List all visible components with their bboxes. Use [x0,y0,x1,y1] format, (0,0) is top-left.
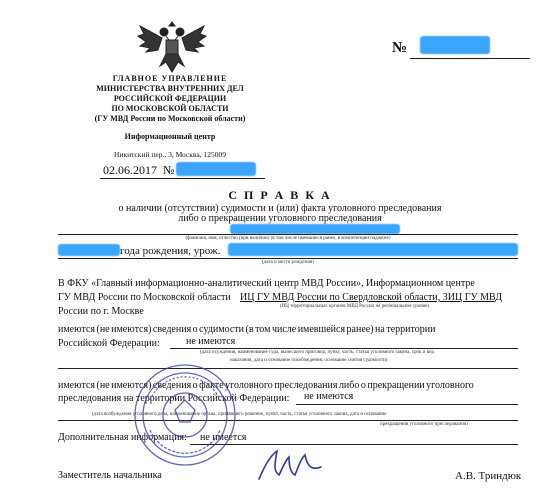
para1-caption: (ИЦ территориальных органов МВД России на региональном уровне) [280,304,430,309]
date-number-sign: № [163,163,175,177]
para1-line2a: ГУ МВД России по Московской области [58,292,231,303]
conviction-line2: Российской Федерации: [58,338,160,349]
para1-line1: В ФКУ «Главный информационно-аналитический центр МВД России», Информационном центре [58,278,475,289]
redacted-full-name [230,224,400,234]
org-line-5: (ГУ МВД России по Московской области) [94,114,246,123]
conviction-caption1: (дата осуждения, наименование суда, вынесшего приговор, пункт, часть, статья уголовного закона, срок и вид [200,350,435,355]
official-seal-stamp [130,360,240,470]
conviction-underline [170,348,518,349]
double-headed-eagle-emblem [136,16,208,76]
number-underline [410,58,530,59]
name-underline [58,234,518,235]
extra-info-label: Дополнительная информация: [58,432,187,443]
org-line-3: РОССИЙСКОЙ ФЕДЕРАЦИИ [113,94,227,103]
org-line-1: ГЛАВНОЕ УПРАВЛЕНИЕ [112,74,228,83]
para1-line2b: ИЦ ГУ МВД России по Свердловской области, ЗИЦ ГУ МВД [240,292,503,303]
redacted-birth-place [228,243,518,256]
birth-caption: (дата и место рождения) [262,260,314,265]
para1-line3: России по г. Москве [58,306,144,317]
address: Никитский пер., 3, Москва, 125009 [114,150,226,159]
redacted-number [420,36,490,54]
title-subline-2: либо о прекращении уголовного преследования [178,213,382,224]
signer-position: Заместитель начальника [58,470,162,481]
prosecution-line1: имеются (не имеются) сведения о факте уголовного преследования либо о прекращении уголовного [58,380,474,391]
name-caption: (фамилия, имя, отчество (при наличии) (в том числе имевшиеся ранее, в компетенции паджеже) [185,236,391,241]
birth-text: года рождения, урож. [120,245,221,257]
prosecution-underline2 [58,420,518,421]
handwritten-signature [255,445,325,485]
info-center: Информационный центр [124,132,216,141]
prosecution-caption1: (дата возбуждения уголовного дела, наименование органа, принявшего решение, пункт, часть, статья уголовного закона, дата и основание [92,412,387,417]
org-line-4: ПО МОСКОВСКОЙ ОБЛАСТИ [111,104,229,113]
prosecution-value: не имеются [304,391,354,402]
title-subline-1: о наличии (отсутствии) судимости и (или) факта уголовного преследования [118,203,442,214]
document-title: С П Р А В К А [228,188,332,202]
conviction-underline2 [58,368,518,369]
redacted-doc-number [176,162,256,176]
prosecution-caption2: прекращения уголовного преследования) [380,422,468,427]
prosecution-underline [296,404,518,405]
redacted-birth-date [58,244,120,256]
extra-info-value: не имеется [200,432,247,443]
birth-underline [58,258,518,259]
date-underline [100,178,265,179]
conviction-line1: имеются (не имеются) сведения о судимости (в том числе имевшейся ранее) на территории [58,324,436,335]
org-line-2: МИНИСТЕРСТВА ВНУТРЕННИХ ДЕЛ [96,84,244,93]
conviction-caption2: наказания, дата и основание освобождения, основание снятия судимости) [230,358,388,363]
prosecution-line2: преследования на территории Российской Федерации: [58,393,290,404]
signer-name: А.В. Триндюк [455,470,522,482]
number-sign: № [392,40,408,56]
issue-date: 02.06.2017 [103,163,157,177]
conviction-value: не имеются [186,336,236,347]
